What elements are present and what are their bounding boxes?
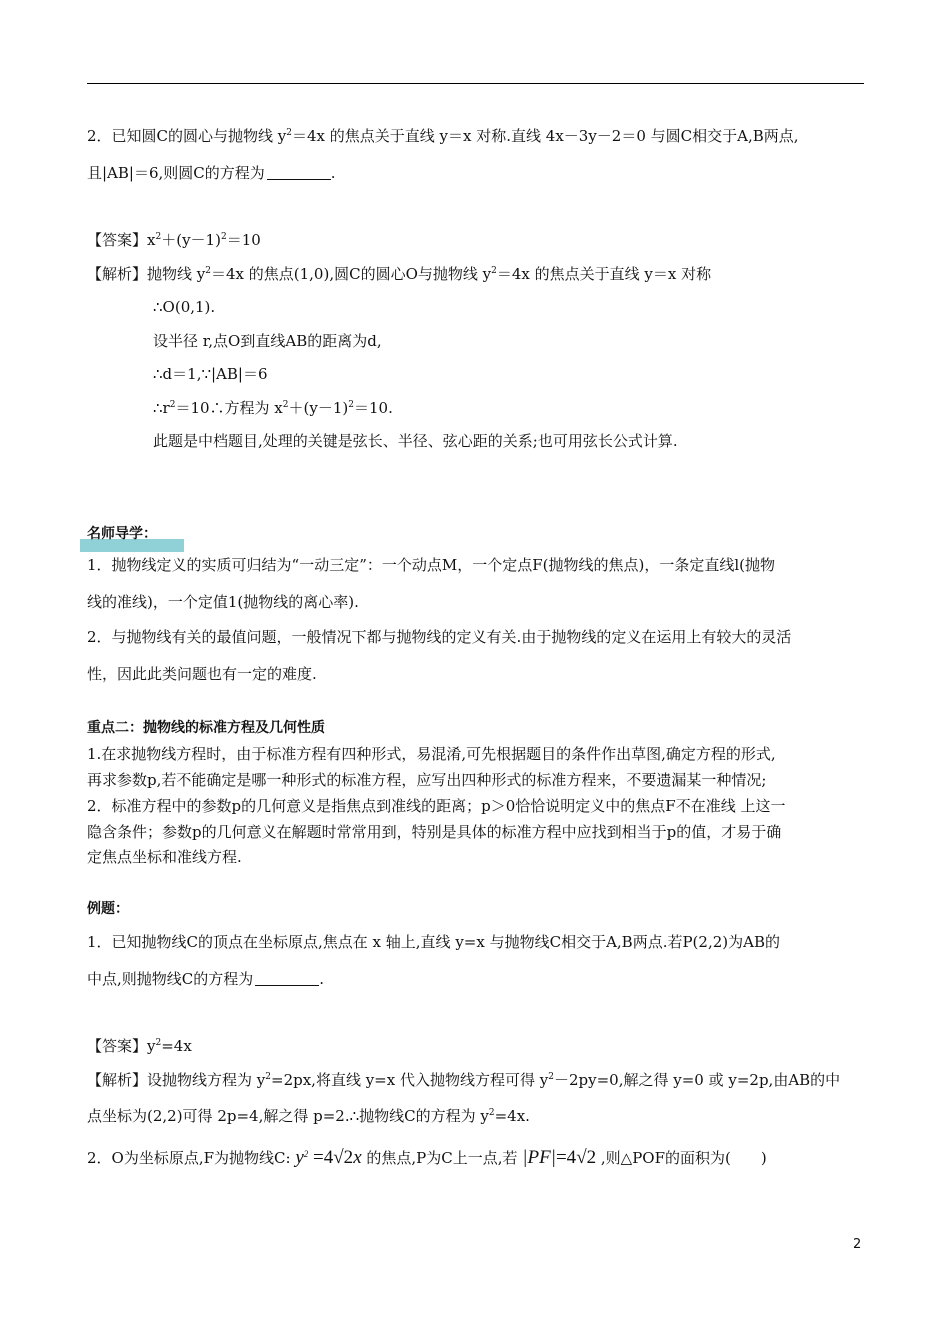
key-point-2-line-4: 隐含条件；参数p的几何意义在解题时常常用到，特别是具体的标准方程中应找到相当于p的值，才易于确 [87, 823, 782, 841]
equation-parabola: $y^2 =4√2x$ [295, 1147, 362, 1168]
answer-blank [255, 971, 319, 986]
equation-pf-length: |PF|=4√2 [522, 1147, 597, 1168]
key-point-2-heading: 重点二：抛物线的标准方程及几何性质 [87, 720, 325, 736]
teacher-guide-heading: 名师导学： [87, 526, 157, 542]
examples-heading: 例题： [87, 901, 129, 917]
key-point-2-line-1: 1.在求抛物线方程时，由于标准方程有四种形式，易混淆,可先根据题目的条件作出草图,确定方程的形式, [87, 745, 776, 763]
key-point-2-line-2: 再求参数p,若不能确定是哪一种形式的标准方程，应写出四种形式的标准方程来，不要遗漏某一种情况; [87, 771, 767, 789]
analysis-1-line-3: 设半径 r,点O到直线AB的距离为d, [153, 332, 382, 350]
example-1-answer: 【答案】$y^2=4x$ [87, 1037, 192, 1055]
analysis-1-line-2: ∴O(0,1). [153, 298, 216, 316]
analysis-1-line-6: 此题是中档题目,处理的关键是弦长、半径、弦心距的关系;也可用弦长公式计算. [153, 432, 678, 450]
key-point-2-line-5: 定焦点坐标和准线方程. [87, 848, 242, 866]
key-point-2-line-3: 2．标准方程中的参数p的几何意义是指焦点到准线的距离；p＞0恰恰说明定义中的焦点F不在准线 上这一 [87, 797, 786, 815]
analysis-1-line-4: ∴d＝1,∵|AB|＝6 [153, 365, 268, 383]
teacher-guide-p1-l1: 1．抛物线定义的实质可归结为“一动三定”：一个动点M，一个定点F(抛物线的焦点)，一条定直线l(抛物 [87, 556, 776, 574]
example-2-question: 2．O为坐标原点,F为抛物线C: $y^2 =4√2x$ 的焦点,P为C上一点,若 |PF|=4√2 ,则△POF的面积为( ) [87, 1147, 767, 1168]
example-1-analysis-line-1: 【解析】设抛物线方程为 $y^2=2px$,将直线 y=x 代入抛物线方程可得 $y^2-2py=0$,解之得 y=0 或 y=2p,由AB的中 [87, 1071, 841, 1089]
problem-2-line-1: 2．已知圆C的圆心与抛物线 $y^2=4x$ 的焦点关于直线 y＝x 对称.直线 4x－3y－2＝0 与圆C相交于A,B两点, [87, 127, 799, 145]
problem-2-line-2: 且|AB|＝6,则圆C的方程为 . [87, 164, 336, 182]
answer-1: 【答案】$x^2+(y-1)^2=10$ [87, 231, 261, 249]
teacher-guide-p2-l2: 性，因此此类问题也有一定的难度. [87, 665, 317, 683]
example-1-line-2: 中点,则抛物线C的方程为 . [87, 970, 325, 988]
header-rule [87, 83, 864, 84]
page-number: 2 [853, 1237, 862, 1252]
analysis-1-line-5: $\therefore r^2=10\therefore$方程为 $x^2+(y-1)^2=10$. [153, 399, 393, 417]
example-1-analysis-line-2: 点坐标为(2,2)可得 2p=4,解之得 p=2.∴抛物线C的方程为 $y^2=4x$. [87, 1107, 530, 1125]
teacher-guide-p2-l1: 2．与抛物线有关的最值问题，一般情况下都与抛物线的定义有关.由于抛物线的定义在运用上有较大的灵活 [87, 628, 792, 646]
teacher-guide-p1-l2: 线的准线)，一个定值1(抛物线的离心率). [87, 593, 359, 611]
example-1-line-1: 1．已知抛物线C的顶点在坐标原点,焦点在 x 轴上,直线 y=x 与抛物线C相交于A,B两点.若P(2,2)为AB的 [87, 933, 780, 951]
analysis-1-line-1: 【解析】抛物线 $y^2=4x$ 的焦点(1,0),圆C的圆心O与抛物线 $y^2=4x$ 的焦点关于直线 y＝x 对称 [87, 265, 712, 283]
answer-blank [267, 165, 331, 180]
